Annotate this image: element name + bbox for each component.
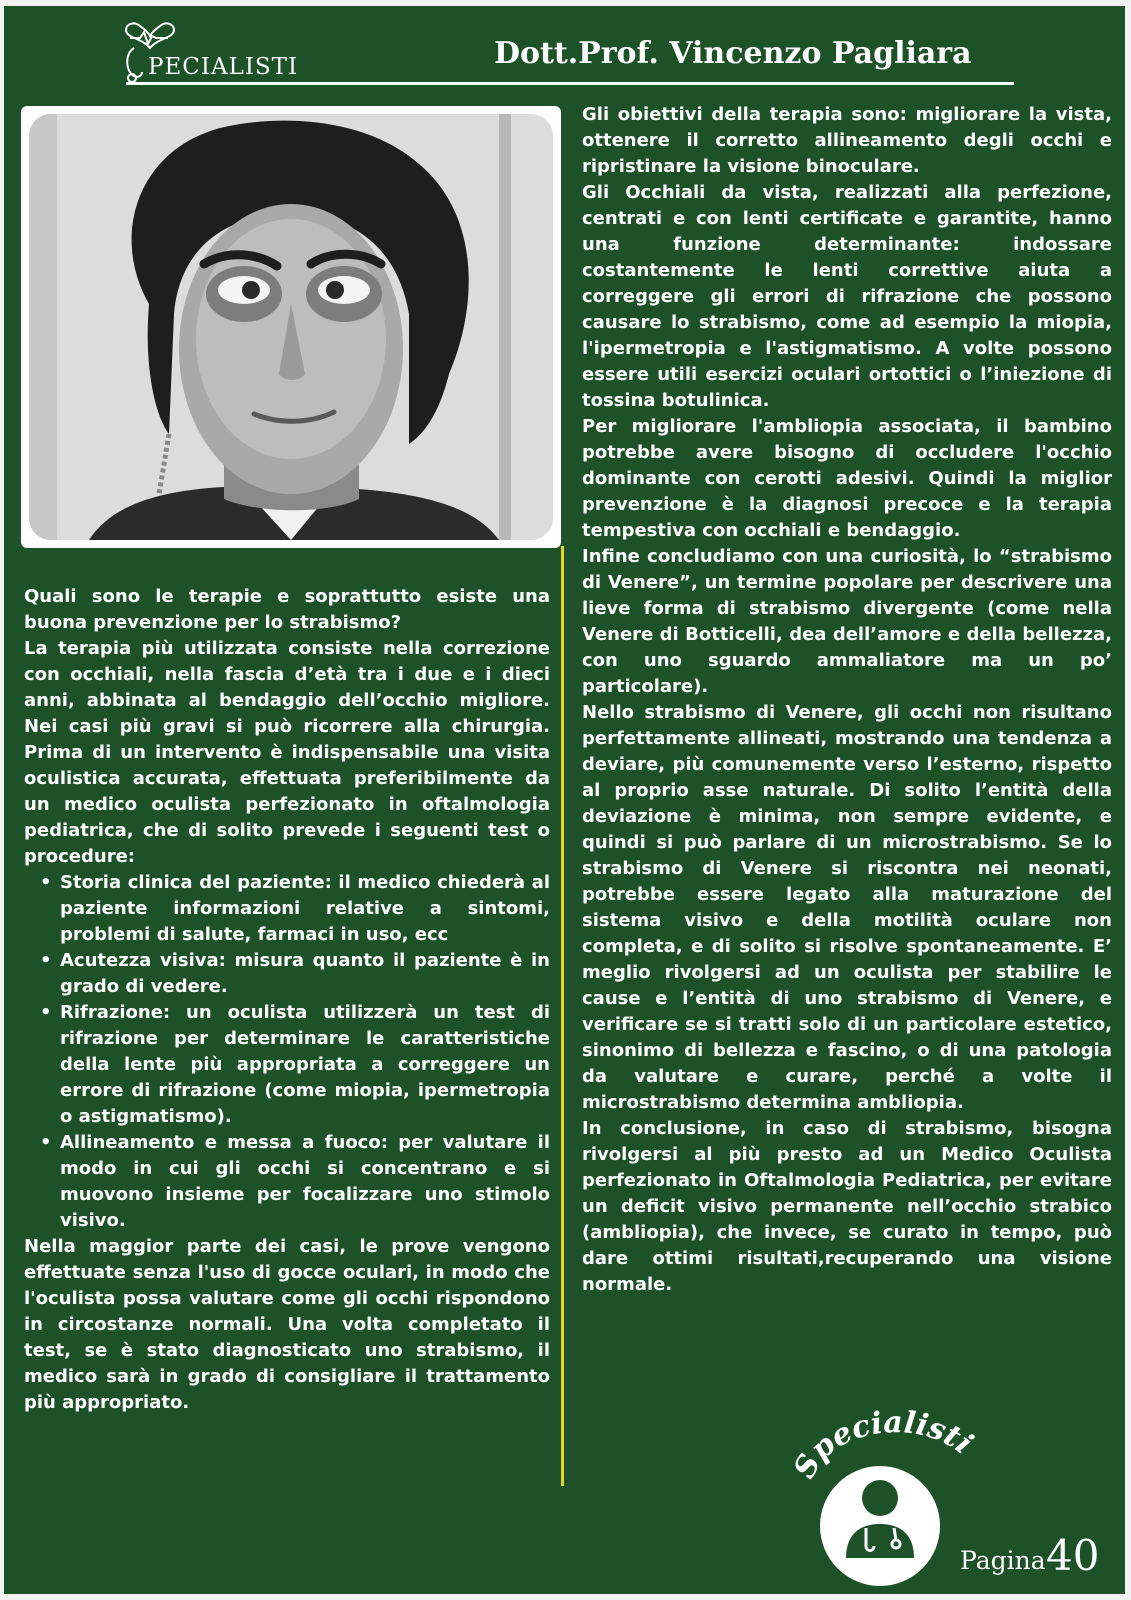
question-text: Quali sono le terapie e soprattutto esiste una buona prevenzione per lo strabismo? [24,586,550,633]
paragraph: Nello strabismo di Venere, gli occhi non risultano perfettamente allineati, mostrando una tendenza a deviare, più comunemente verso l’esterno, rispetto al proprio asse naturale. Di solito l’entità della deviazione è minima, non sempre evidente, e quindi si può parlare di un microstrabismo. Se lo strabismo di Venere si riscontra nei neonati, potrebbe essere legato alla maturazione del sistema visivo e della motilità oculare non completa, e di solito si risolve spontaneamente. E’ meglio rivolgersi ad un oculista per stabilire le cause e l’entità di uno strabismo di Venere, e verificare se si tratti solo di un particolare estetico, sinonimo di bellezza e fascino, o di una patologia da valutare e curare, perché a volte il microstrabismo determina ambliopia. [582,702,1112,1113]
portrait-image [29,114,553,540]
specialisti-logo [120,18,320,88]
left-column [24,584,550,1416]
closing-paragraph: Nella maggior parte dei casi, le prove vengono effettuate senza l'uso di gocce oculari, in modo che l'oculista possa valutare come gli occhi rispondono in circostanze normali. Una volta completato il test, se è stato diagnosticato uno strabismo, il medico sarà in grado di consigliare il trattamento più appropriato. [24,1236,550,1413]
portrait-photo [21,106,561,548]
list-item: • Allineamento e messa a fuoco: per valutare il modo in cui gli occhi si concentrano e si muovono insieme per focalizzare uno stimolo visivo. [60,1130,550,1234]
magazine-page [4,6,1125,1594]
tests-list [24,870,550,1234]
list-item: • Rifrazione: un oculista utilizzerà un test di rifrazione per determinare le caratteristiche della lente più appropriata a correggere un errore di rifrazione (come miopia, ipermetropia o astigmatismo). [60,1000,550,1130]
list-item: • Storia clinica del paziente: il medico chiederà al paziente informazioni relative a sintomi, problemi di salute, farmaci in uso, ecc [60,870,550,948]
intro-paragraph: La terapia più utilizzata consiste nella correzione con occhiali, nella fascia d’età tra i due e i dieci anni, abbinata al bendaggio dell’occhio migliore. Nei casi più gravi si può ricorrere alla chirurgia. Prima di un intervento è indispensabile una visita oculistica accurata, effettuata preferibilmente da un medico oculista perfezionato in oftalmologia pediatrica, che di solito prevede i seguenti test o procedure: [24,638,550,867]
page-label: Pagina [960,1546,1046,1575]
page-number: 40 [1046,1531,1100,1580]
paragraph: Gli Occhiali da vista, realizzati alla perfezione, centrati e con lenti certificate e garantite, hanno una funzione determinante: indossare costantemente le lenti correttive aiuta a correggere gli errori di rifrazione che possono causare lo strabismo, come ad esempio la miopia, l'ipermetropia e l'astigmatismo. A volte possono essere utili esercizi oculari ortottici o l’iniezione di tossina botulinica. [582,182,1112,411]
right-column [582,102,1112,1298]
paragraph: Infine concludiamo con una curiosità, lo “strabismo di Venere”, un termine popolare per descrivere una lieve forma di strabismo divergente (come nella Venere di Botticelli, dea dell’amore e della bellezza, con uno sguardo ammaliatore ma un po’ particolare). [582,546,1112,697]
paragraph: In conclusione, in caso di strabismo, bisogna rivolgersi al più presto ad un Medico Oculista perfezionato in Oftalmologia Pediatrica, per evitare un deficit visivo permanente nell’occhio strabico (ambliopia), che invece, se curato in tempo, può dare ottimi risultati,recuperando una visione normale. [582,1118,1112,1295]
header-rule [126,82,1014,85]
paragraph: Gli obiettivi della terapia sono: migliorare la vista, ottenere il corretto allineamento degli occhi e ripristinare la visione binoculare. [582,104,1112,177]
column-divider [561,546,564,1486]
paragraph: Per migliorare l'ambliopia associata, il bambino potrebbe avere bisogno di occludere l'occhio dominante con cerotti adesivi. Quindi la miglior prevenzione è la diagnosi precoce e la terapia tempestiva con occhiali e bendaggio. [582,416,1112,541]
badge-text-path: Specialisti [787,1406,980,1485]
list-item: • Acutezza visiva: misura quanto il paziente è in grado di vedere. [60,948,550,1000]
logo-text: PECIALISTI [148,54,299,80]
author-name: Dott.Prof. Vincenzo Pagliara [494,36,972,71]
